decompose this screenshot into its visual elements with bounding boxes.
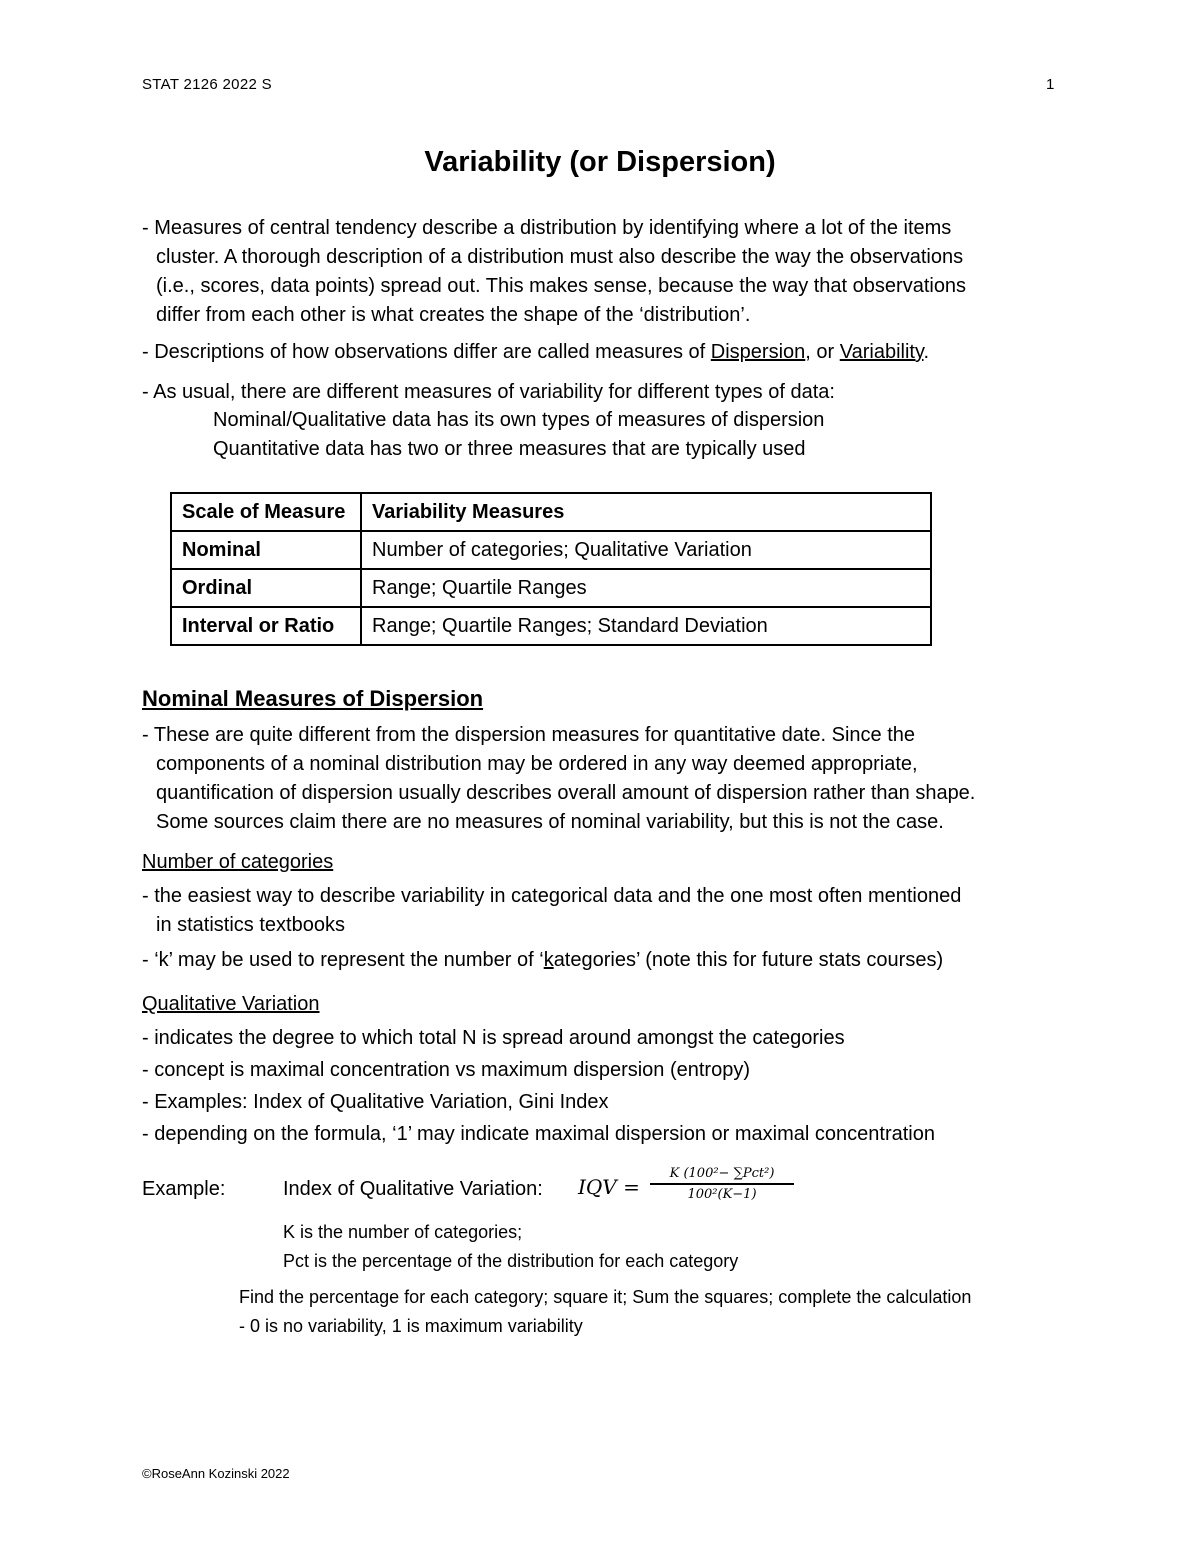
table-row — [171, 607, 931, 645]
qualitative-line1: - indicates the degree to which total N is spread around amongst the categories — [142, 1027, 845, 1049]
term-dispersion: Dispersion — [710, 341, 806, 363]
formula-denominator: 100²(K−1) — [687, 1187, 757, 1202]
categories-line3-suffix: ategories’ (note this for future stats courses) — [553, 949, 944, 971]
table-cell-measures: Range; Quartile Ranges — [361, 569, 931, 607]
nominal-para-line2: components of a nominal distribution may be ordered in any way deemed appropriate, — [156, 753, 918, 775]
nominal-para-line1: - These are quite different from the dispersion measures for quantitative date. Since the — [142, 724, 916, 746]
footer-copyright: ©RoseAnn Kozinski 2022 — [142, 1466, 290, 1481]
table-cell-measures: Range; Quartile Ranges; Standard Deviation — [361, 607, 931, 645]
example-instr2: - 0 is no variability, 1 is maximum variability — [239, 1316, 583, 1336]
example-instr1: Find the percentage for each category; square it; Sum the squares; complete the calculation — [239, 1287, 972, 1307]
intro-para2-mid: , or — [805, 341, 840, 363]
qualitative-line3: - Examples: Index of Qualitative Variation, Gini Index — [142, 1091, 609, 1113]
table-cell-scale: Interval or Ratio — [171, 607, 361, 645]
intro-para2-prefix: - Descriptions of how observations differ are called measures of — [142, 341, 711, 363]
qualitative-heading: Qualitative Variation — [142, 993, 320, 1015]
intro-para1-line3: (i.e., scores, data points) spread out. This makes sense, because the way that observations — [156, 275, 967, 297]
qualitative-line2: - concept is maximal concentration vs maximum dispersion (entropy) — [142, 1059, 750, 1081]
intro-para3-sub2: Quantitative data has two or three measures that are typically used — [213, 438, 806, 460]
intro-para1-line4: differ from each other is what creates the shape of the ‘distribution’. — [156, 304, 751, 326]
example-label: Example: — [142, 1178, 226, 1200]
table-cell-scale: Nominal — [171, 531, 361, 569]
qualitative-line4: - depending on the formula, ‘1’ may indicate maximal dispersion or maximal concentration — [142, 1123, 935, 1145]
table-row — [171, 531, 931, 569]
formula-fraction — [650, 1166, 794, 1202]
categories-line1: - the easiest way to describe variability in categorical data and the one most often mentioned — [142, 885, 962, 907]
nominal-para-line4: Some sources claim there are no measures of nominal variability, but this is not the case. — [156, 811, 944, 833]
intro-para2-suffix: . — [923, 341, 930, 363]
table-header-scale: Scale of Measure — [171, 493, 361, 531]
scale-measures-table — [170, 492, 932, 646]
formula-numerator: K (100²− ∑Pct²) — [650, 1166, 794, 1185]
example-note2: Pct is the percentage of the distribution for each category — [283, 1251, 739, 1271]
course-header: STAT 2126 2022 S — [142, 76, 272, 93]
categories-line3 — [142, 946, 943, 975]
intro-para3: - As usual, there are different measures of variability for different types of data: — [142, 381, 835, 403]
term-variability: Variability — [839, 341, 924, 363]
categories-line3-prefix: - ‘k’ may be used to represent the number of ‘ — [142, 949, 544, 971]
intro-para1-line2: cluster. A thorough description of a distribution must also describe the way the observations — [156, 246, 964, 268]
table-cell-measures: Number of categories; Qualitative Variation — [361, 531, 931, 569]
formula-lhs: IQV = — [578, 1175, 640, 1199]
table-header-row — [171, 493, 931, 531]
table-header-measures: Variability Measures — [361, 493, 931, 531]
page-title: Variability (or Dispersion) — [424, 146, 776, 178]
table-cell-scale: Ordinal — [171, 569, 361, 607]
categories-heading: Number of categories — [142, 851, 334, 873]
intro-para2 — [142, 338, 929, 367]
categories-k: k — [543, 949, 554, 971]
intro-para1-line1: - Measures of central tendency describe a distribution by identifying where a lot of the items — [142, 217, 952, 239]
page-number: 1 — [1046, 76, 1055, 93]
nominal-heading: Nominal Measures of Dispersion — [142, 686, 484, 711]
example-note1: K is the number of categories; — [283, 1222, 523, 1242]
formula-name: Index of Qualitative Variation: — [283, 1178, 543, 1200]
nominal-para-line3: quantification of dispersion usually describes overall amount of dispersion rather than shape. — [156, 782, 976, 804]
table-row — [171, 569, 931, 607]
categories-line2: in statistics textbooks — [156, 914, 345, 936]
intro-para3-sub1: Nominal/Qualitative data has its own types of measures of dispersion — [213, 409, 825, 431]
